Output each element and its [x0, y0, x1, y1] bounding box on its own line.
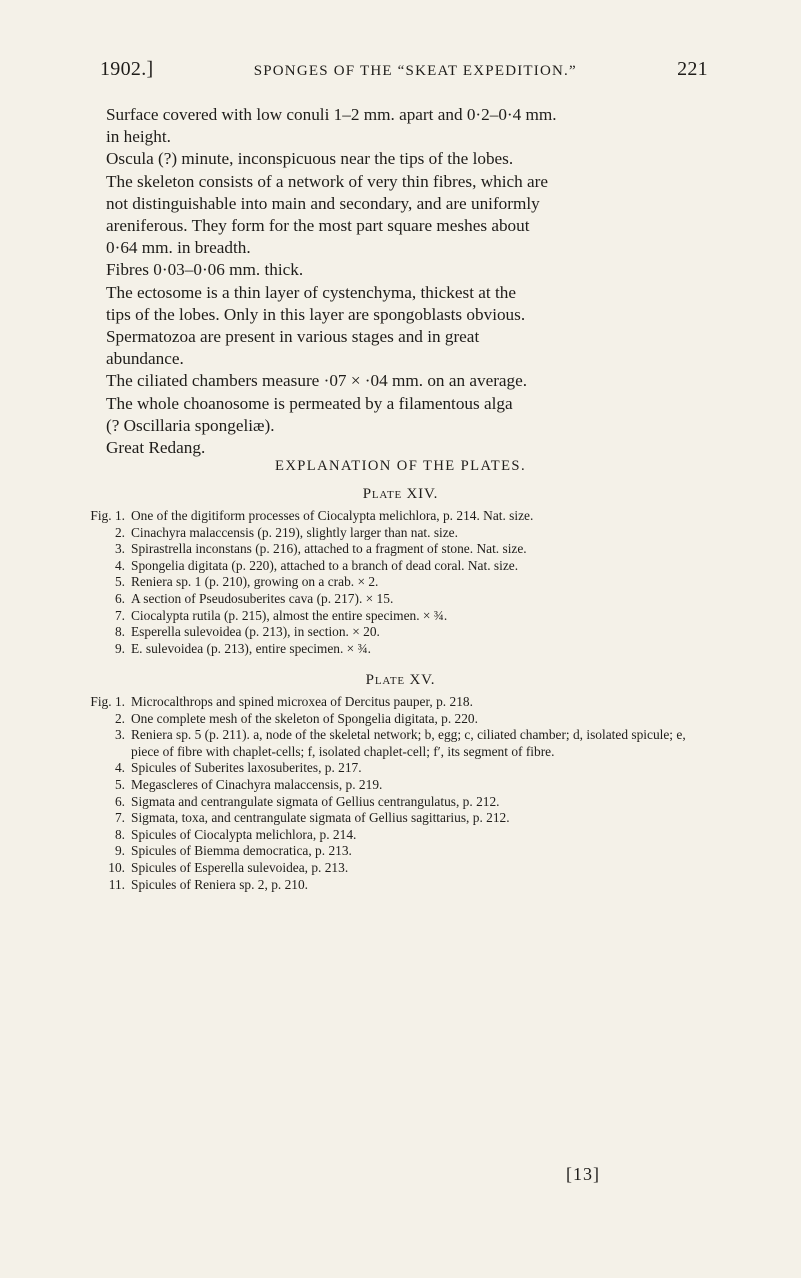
figure-number: 9. — [114, 640, 125, 656]
figure-caption: Spicules of Biemma democratica, p. 213. — [131, 843, 352, 859]
figure-number: 11. — [108, 876, 125, 892]
body-line: Surface covered with low conuli 1–2 mm. apart and 0·2–0·4 mm. — [106, 105, 557, 124]
figure-number: 4. — [114, 557, 125, 573]
plate-caption — [97, 525, 717, 542]
plate-caption — [97, 711, 717, 728]
figure-number: 9. — [114, 843, 125, 859]
plate-caption — [97, 727, 717, 760]
body-line: The whole choanosome is permeated by a filamentous alga — [106, 393, 513, 413]
figure-caption: Esperella sulevoidea (p. 213), in section. × 20. — [131, 624, 380, 640]
plate-caption — [97, 608, 717, 625]
plate-xiv-title: Plate XIV. — [362, 486, 439, 502]
body-line: 0·64 mm. in breadth. — [106, 238, 251, 258]
plate-caption — [97, 843, 717, 860]
plate-caption — [97, 877, 717, 894]
figure-number: 3. — [114, 727, 125, 743]
plate-caption — [90, 694, 717, 711]
body-line: abundance. — [106, 349, 184, 369]
plate-caption — [90, 508, 717, 525]
figure-caption: Reniera sp. 1 (p. 210), growing on a crab. × 2. — [131, 574, 379, 590]
figure-number: 3. — [114, 541, 125, 557]
plate-caption — [97, 794, 717, 811]
body-line: in height. — [106, 127, 171, 147]
figure-number: 4. — [114, 760, 125, 776]
body-line: The ectosome is a thin layer of cystenchyma, thickest at the — [106, 282, 516, 302]
body-line: areniferous. They form for the most part square meshes about — [106, 216, 530, 236]
figure-number: 7. — [114, 607, 125, 623]
body-line: tips of the lobes. Only in this layer are spongoblasts obvious. — [106, 304, 526, 324]
body-line: Great Redang. — [106, 438, 206, 458]
figure-number: 8. — [114, 624, 125, 640]
header-year: 1902.] — [100, 58, 154, 80]
figure-caption: One complete mesh of the skeleton of Spongelia digitata, p. 220. — [131, 710, 478, 726]
plate-page-marker: [13] — [566, 1164, 600, 1184]
plate-caption — [97, 541, 717, 558]
figure-caption: A section of Pseudosuberites cava (p. 217). × 15. — [131, 590, 394, 606]
plate-caption — [97, 827, 717, 844]
figure-number: 2. — [114, 524, 125, 540]
plate-xv-title: Plate XV. — [365, 672, 436, 688]
plate-caption — [97, 760, 717, 777]
figure-caption: Spongelia digitata (p. 220), attached to a branch of dead coral. Nat. size. — [131, 557, 519, 573]
figure-caption: Ciocalypta rutila (p. 215), almost the entire specimen. × ¾. — [131, 607, 448, 623]
plate-caption — [97, 810, 717, 827]
figure-number: 7. — [114, 810, 125, 826]
running-head: SPONGES OF THE “SKEAT EXPEDITION.” — [253, 63, 577, 79]
figure-number: Fig. 1. — [90, 694, 125, 709]
figure-caption: Reniera sp. 5 (p. 211). a, node of the skeletal network; b, egg; c, ciliated chamber; d, isolated spicule; e, piece of fibre with chaplet-cells; f, isolated chaplet-cell; f′, its segment of fibre. — [131, 727, 686, 759]
figure-number: Fig. 1. — [90, 508, 125, 523]
plate-caption — [97, 624, 717, 641]
figure-number: 6. — [114, 793, 125, 809]
plate-xv-list — [90, 694, 717, 893]
figure-caption: Cinachyra malaccensis (p. 219), slightly larger than nat. size. — [131, 524, 458, 540]
figure-caption: Sigmata, toxa, and centrangulate sigmata of Gellius sagittarius, p. 212. — [131, 810, 510, 826]
plate-caption — [97, 777, 717, 794]
body-text — [106, 104, 710, 459]
figure-caption: Spicules of Esperella sulevoidea, p. 213. — [131, 859, 349, 875]
body-line: Spermatozoa are present in various stages and in great — [106, 327, 480, 347]
figure-number: 5. — [114, 574, 125, 590]
plate-caption — [97, 558, 717, 575]
page-header — [100, 58, 708, 81]
page-number: 221 — [677, 58, 708, 80]
figure-caption: One of the digitiform processes of Ciocalypta melichlora, p. 214. Nat. size. — [131, 508, 534, 523]
plate-caption — [97, 641, 717, 658]
body-line: not distinguishable into main and secondary, and are uniformly — [106, 193, 540, 213]
plate-caption — [97, 591, 717, 608]
figure-caption: E. sulevoidea (p. 213), entire specimen. × ¾. — [131, 640, 371, 656]
figure-number: 2. — [114, 710, 125, 726]
figure-number: 5. — [114, 776, 125, 792]
plate-xiv-list — [90, 508, 717, 657]
figure-caption: Microcalthrops and spined microxea of Dercitus pauper, p. 218. — [131, 694, 473, 709]
body-line: Fibres 0·03–0·06 mm. thick. — [106, 260, 304, 280]
figure-caption: Spicules of Suberites laxosuberites, p. 217. — [131, 760, 362, 776]
body-line: The ciliated chambers measure ·07 × ·04 mm. on an average. — [106, 371, 528, 391]
figure-number: 8. — [114, 826, 125, 842]
figure-caption: Spicules of Ciocalypta melichlora, p. 214. — [131, 826, 357, 842]
figure-caption: Spirastrella inconstans (p. 216), attached to a fragment of stone. Nat. size. — [131, 541, 527, 557]
plate-caption — [97, 574, 717, 591]
figure-caption: Spicules of Reniera sp. 2, p. 210. — [131, 876, 309, 892]
body-line: Oscula (?) minute, inconspicuous near the tips of the lobes. — [106, 149, 514, 169]
figure-number: 10. — [108, 859, 125, 875]
plate-caption — [97, 860, 717, 877]
body-line: (? Oscillaria spongeliæ). — [106, 415, 275, 435]
figure-number: 6. — [114, 590, 125, 606]
explanation-title: EXPLANATION OF THE PLATES. — [275, 458, 526, 474]
body-line: The skeleton consists of a network of very thin fibres, which are — [106, 171, 548, 191]
figure-caption: Megascleres of Cinachyra malaccensis, p. 219. — [131, 776, 383, 792]
figure-caption: Sigmata and centrangulate sigmata of Gellius centrangulatus, p. 212. — [131, 793, 500, 809]
